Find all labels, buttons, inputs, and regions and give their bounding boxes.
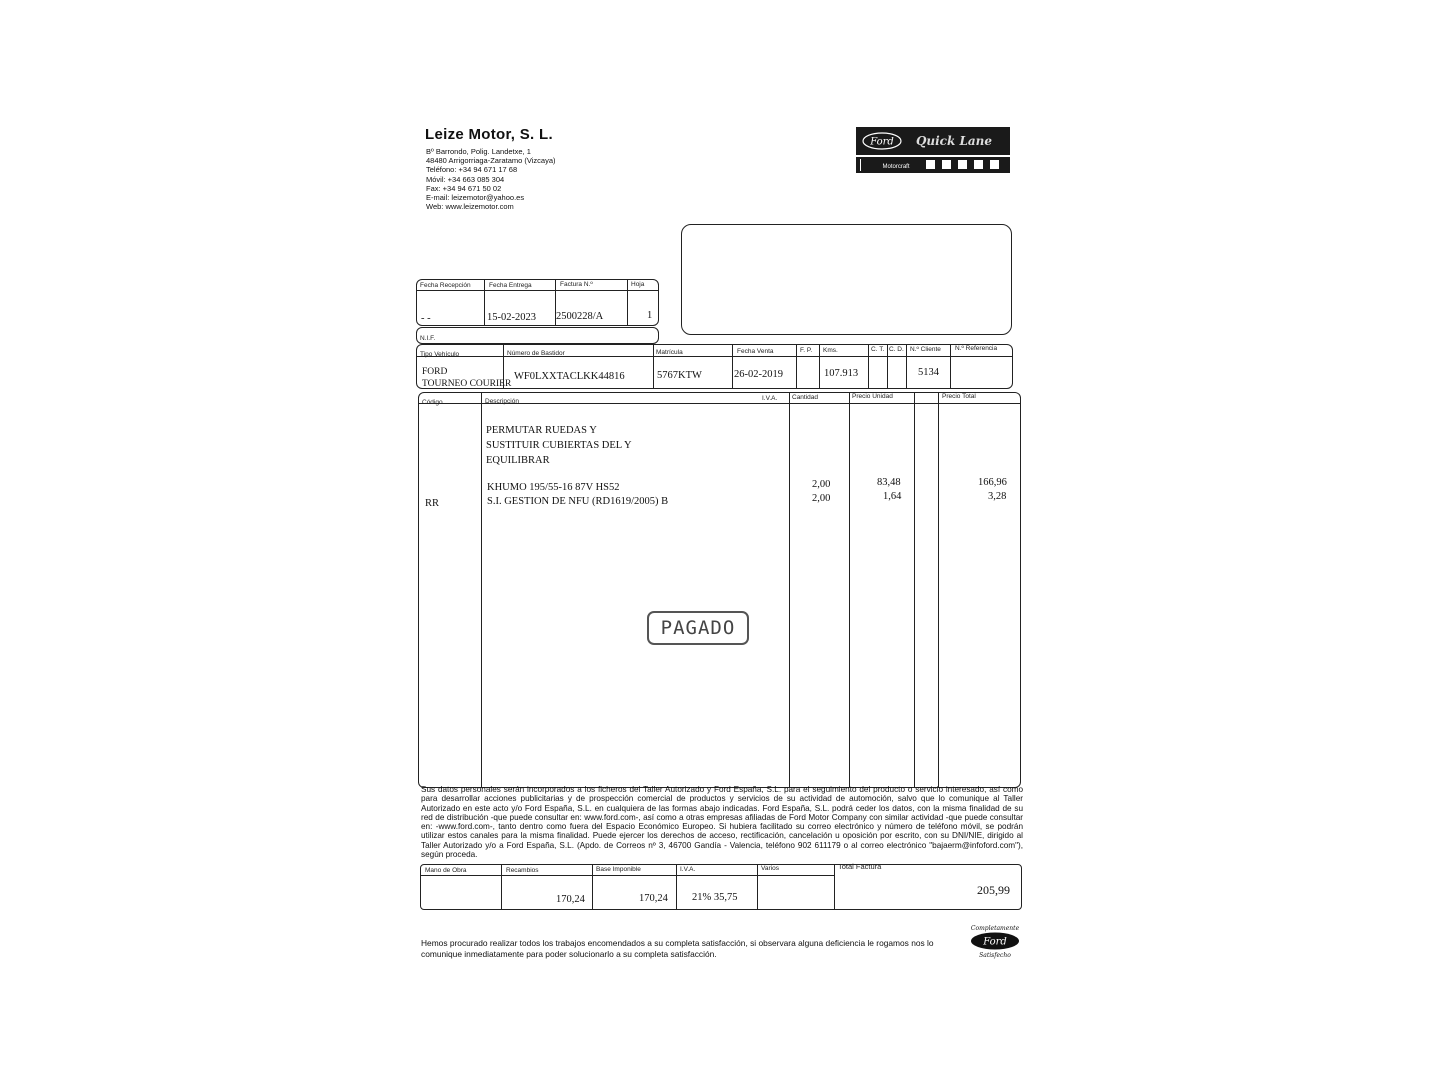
line-1-quantity: 2,00 <box>812 479 831 490</box>
invoice-total-value: 205,99 <box>977 883 1010 897</box>
label-page: Hoja <box>631 281 645 288</box>
line-2-code: RR <box>425 498 440 509</box>
line-1-description: KHUMO 195/55-16 87V HS52 <box>487 482 620 493</box>
privacy-notice: Sus datos personales serán incorporados a los ficheros del Taller Autorizado y Ford España, S.L. para el seguimiento del producto o servicio interesado, así como para desarrollar acciones publicitarias y de prospección comercial de productos y servicios de su actividad de automoción, salvo que lo comunique al Taller Autorizado en este acto y/o Ford España, S.L. en cualquiera de las formas abajo indicadas. Ford España, S.L. podrá ceder los datos, con la misma finalidad de su red de distribución -que puede consultar en: www.ford.com-, así como a otras empresas afiliadas de Ford Motor Company con similar actividad -que puede consultar en: -www.ford.com-, tanto dentro como fuera del Espacio Económico Europeo. Si hubiera facilitado su correo electrónico y número de teléfono móvil, se podrán utilizar estos canales para la misma finalidad. Puede ejercer los derechos de acceso, rectificación, cancelación u oposición por escrito, con su DNI/NIE, dirigido al Taller Autorizado y/o a Ford España, S.L. (Apdo. de Correos nº 3, 46700 Gandía - Valencia, teléfono 902 611179 o al correo electrónico "bajaerm@infoford.com"), según proceda. <box>421 785 1023 860</box>
header-code: Código <box>422 399 443 406</box>
page-value: 1 <box>647 310 653 321</box>
company-city: 48480 Arrigorriaga-Zaratamo (Vizcaya) <box>426 156 556 166</box>
label-reception-date: Fecha Recepción <box>420 282 471 289</box>
line-2-unit-price: 1,64 <box>883 491 902 502</box>
description-line: EQUILIBRAR <box>486 455 550 466</box>
company-phone: Teléfono: +34 94 671 17 68 <box>426 165 518 175</box>
ford-satisfaction-logo <box>966 922 1024 960</box>
logo-sub: Motorcraft <box>882 164 910 170</box>
sale-date-value: 26-02-2019 <box>734 369 783 380</box>
satisfaction-note: Hemos procurado realizar todos los trabajos encomendados a su completa satisfacción, si observara alguna deficiencia le rogamos nos lo comunique inmediatamente para poder solucionarlo a su completa satisfacción. <box>421 938 934 959</box>
header-total-price: Precio Total <box>942 393 976 400</box>
satisfaction-brand: Ford <box>983 936 1007 948</box>
paid-stamp: PAGADO <box>647 611 749 645</box>
label-taxable-base: Base Imponible <box>596 866 641 873</box>
client-address-box <box>681 224 1012 335</box>
company-name: Leize Motor, S. L. <box>425 126 553 143</box>
parts-total-value: 170,24 <box>556 894 585 905</box>
label-sale-date: Fecha Venta <box>737 348 774 355</box>
label-kms: Kms. <box>823 347 838 354</box>
label-delivery-date: Fecha Entrega <box>489 282 532 289</box>
delivery-date-value: 15-02-2023 <box>487 312 536 323</box>
line-2-description: S.I. GESTION DE NFU (RD1619/2005) B <box>487 496 669 507</box>
label-invoice-number: Factura N.º <box>560 281 593 288</box>
company-address: Bº Barrondo, Polig. Landetxe, 1 <box>426 147 531 156</box>
label-ct: C. T. <box>871 346 885 353</box>
line-2-total: 3,28 <box>988 491 1007 502</box>
header-iva: I.V.A. <box>762 395 778 402</box>
company-email: E-mail: leizemotor@yahoo.es <box>426 193 525 203</box>
label-invoice-total: Total Factura <box>838 862 882 871</box>
header-unit-price: Precio Unidad <box>852 393 893 400</box>
work-description <box>486 423 632 468</box>
vehicle-model: TOURNEO COURIER <box>422 379 512 389</box>
nif-box <box>416 327 659 344</box>
logo-brand: Ford <box>870 136 894 148</box>
label-plate: Matrícula <box>656 349 683 356</box>
label-vehicle-type: Tipo Vehículo <box>420 351 460 358</box>
header-quantity: Cantidad <box>792 394 819 401</box>
line-1-unit-price: 83,48 <box>877 477 901 488</box>
label-chassis: Número de Bastidor <box>507 350 565 357</box>
invoice-number-value: 2500228/A <box>556 311 604 322</box>
label-totals-iva: I.V.A. <box>680 866 696 873</box>
label-cd: C. D. <box>889 346 904 353</box>
company-fax: Fax: +34 94 671 50 02 <box>426 183 502 193</box>
taxable-base-value: 170,24 <box>639 893 668 904</box>
logo-program: Quick Lane <box>915 134 993 148</box>
label-misc: Varios <box>761 865 779 872</box>
label-labor: Mano de Obra <box>425 867 467 874</box>
client-number-value: 5134 <box>918 367 939 378</box>
iva-total-value: 21% 35,75 <box>692 892 738 903</box>
label-reference: N.º Referencia <box>955 345 998 352</box>
satisfaction-top-text: Completamente <box>970 925 1020 932</box>
ford-quick-lane-logo <box>856 127 1010 173</box>
label-nif: N.I.F. <box>420 335 436 342</box>
plate-value: 5767KTW <box>657 370 702 381</box>
company-address-block <box>426 147 556 211</box>
header-description: Descripción <box>485 398 519 405</box>
line-1-total: 166,96 <box>978 477 1007 488</box>
description-line: PERMUTAR RUEDAS Y <box>486 425 597 436</box>
company-web: Web: www.leizemotor.com <box>426 202 514 212</box>
company-mobile: Móvil: +34 663 085 304 <box>426 174 505 184</box>
label-fp: F. P. <box>800 347 813 354</box>
description-line: SUSTITUIR CUBIERTAS DEL Y <box>486 440 632 451</box>
reception-date-value: - - <box>421 313 431 324</box>
label-parts: Recambios <box>506 867 539 874</box>
chassis-value: WF0LXXTACLKK44816 <box>514 371 625 382</box>
kms-value: 107.913 <box>824 368 859 379</box>
line-2-quantity: 2,00 <box>812 493 831 504</box>
satisfaction-bottom-text: Satisfecho <box>979 952 1011 959</box>
label-client-number: N.º Cliente <box>910 346 941 353</box>
vehicle-brand: FORD <box>422 367 448 377</box>
